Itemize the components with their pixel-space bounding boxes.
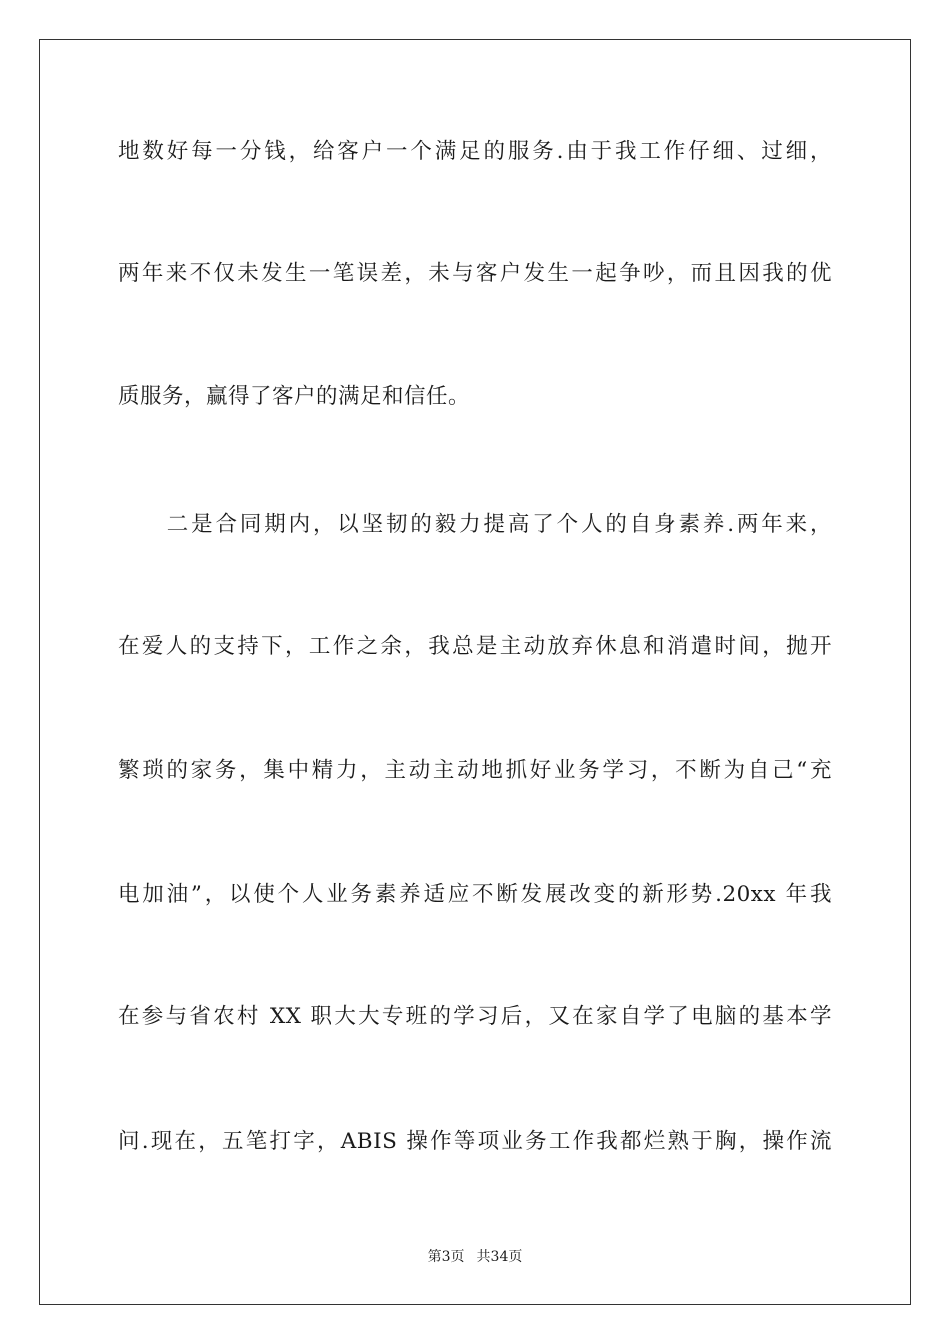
body-text-line-5: 在爱人的支持下，工作之余，我总是主动放弃休息和消遣时间，抛开 bbox=[118, 634, 832, 659]
page-border bbox=[39, 39, 911, 1305]
page-total: 共34页 bbox=[476, 1249, 523, 1265]
body-text-line-6: 繁琐的家务，集中精力，主动主动地抓好业务学习，不断为自己“充 bbox=[118, 758, 832, 783]
body-text-line-1: 地数好每一分钱，给客户一个满足的服务.由于我工作仔细、过细， bbox=[118, 139, 832, 164]
body-text-line-9: 问.现在，五笔打字，ABIS 操作等项业务工作我都烂熟于胸，操作流 bbox=[118, 1129, 832, 1154]
page-number: 第3页 bbox=[427, 1249, 465, 1265]
body-text-line-7: 电加油”，以使个人业务素养适应不断发展改变的新形势.20xx 年我 bbox=[118, 882, 832, 907]
body-text-line-2: 两年来不仅未发生一笔误差，未与客户发生一起争吵，而且因我的优 bbox=[118, 261, 832, 286]
body-text-line-4: 二是合同期内，以坚韧的毅力提高了个人的自身素养.两年来， bbox=[118, 512, 832, 537]
page-footer bbox=[0, 1247, 950, 1267]
body-text-line-3: 质服务，赢得了客户的满足和信任。 bbox=[118, 384, 471, 409]
body-text-line-8: 在参与省农村 XX 职大大专班的学习后，又在家自学了电脑的基本学 bbox=[118, 1004, 832, 1029]
